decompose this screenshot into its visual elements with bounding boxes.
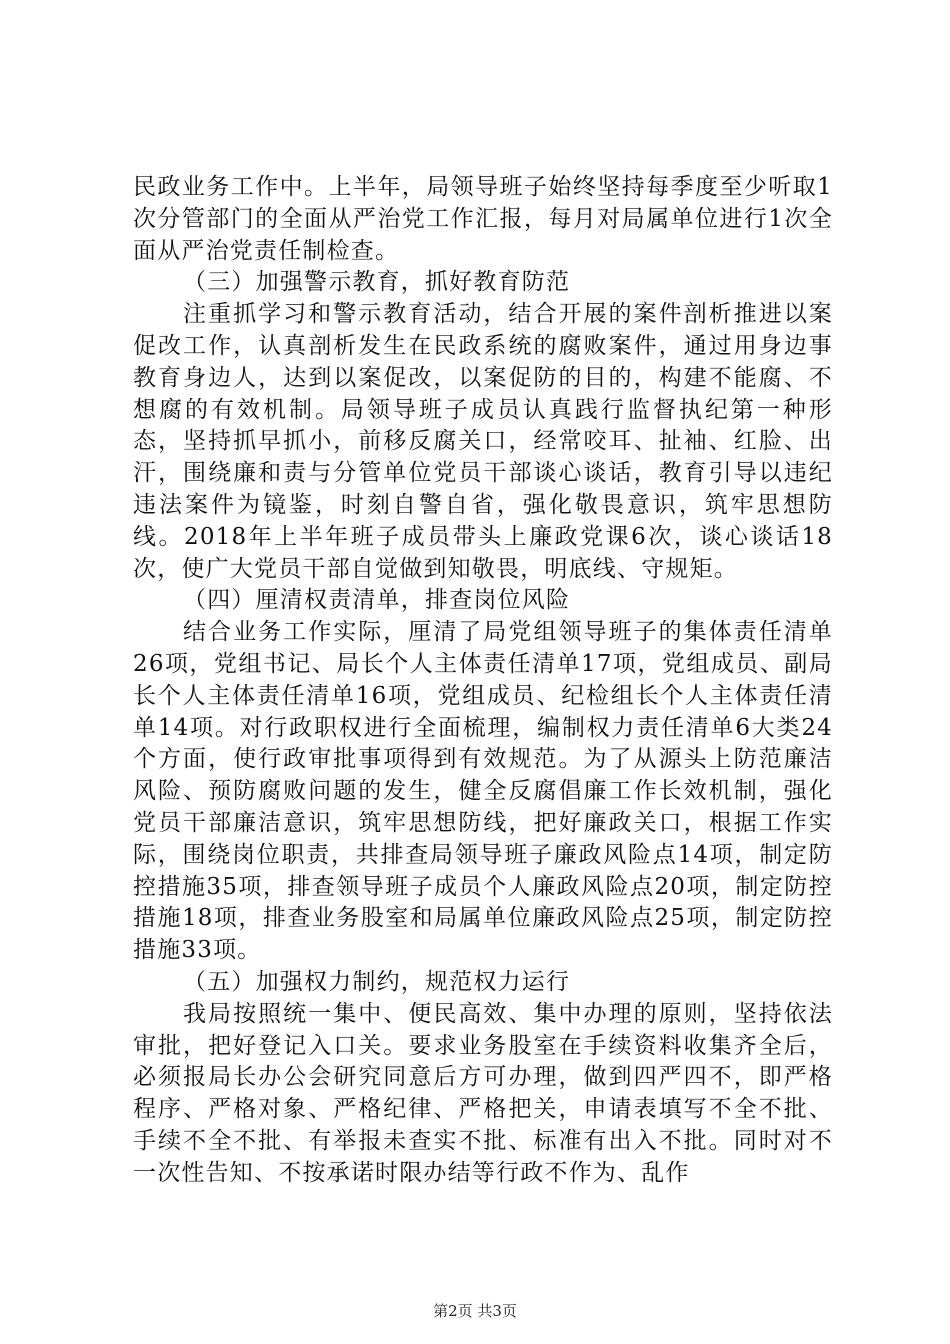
paragraph-responsibility-list: 结合业务工作实际，厘清了局党组领导班子的集体责任清单26项，党组书记、局长个人主体责任清单17项，党组成员、副局长个人主体责任清单16项，党组成员、纪检组长个人主体责任清单14项。对行政职权进行全面梳理，编制权力责任清单6大类24个方面，使行政审批事项得到有效规范。为了从源头上防范廉洁风险、预防腐败问题的发生，健全反腐倡廉工作长效机制，强化党员干部廉洁意识，筑牢思想防线，把好廉政关口，根据工作实际，围绕岗位职责，共排查局领导班子廉政风险点14项，制定防控措施35项，排查领导班子成员个人廉政风险点20项，制定防控措施18项，排查业务股室和局属单位廉政风险点25项，制定防控措施33项。 (133, 619, 833, 964)
paragraph-power-restriction: 我局按照统一集中、便民高效、集中办理的原则，坚持依法审批，把好登记入口关。要求业务股室在手续资料收集齐全后，必须报局长办公会研究同意后方可办理，做到四严四不，即严格程序、严格对象、严格纪律、严格把关，申请表填写不全不批、手续不全不批、有举报未查实不批、标准有出入不批。同时对不一次性告知、不按承诺时限办结等行政不作为、乱作 (133, 1000, 833, 1186)
section-heading-5: （五）加强权力制约，规范权力运行 (183, 968, 571, 995)
paragraph-warning-education: 注重抓学习和警示教育活动，结合开展的案件剖析推进以案促改工作，认真剖析发生在民政系统的腐败案件，通过用身边事教育身边人，达到以案促改，以案促防的目的，构建不能腐、不想腐的有效机制。局领导班子成员认真践行监督执纪第一种形态，坚持抓早抓小，前移反腐关口，经常咬耳、扯袖、红脸、出汗，围绕廉和责与分管单位党员干部谈心谈话，教育引导以违纪违法案件为镜鉴，时刻自警自省，强化敬畏意识，筑牢思想防线。2018年上半年班子成员带头上廉政党课6次，谈心谈话18次，使广大党员干部自觉做到知敬畏，明底线、守规矩。 (133, 301, 833, 582)
section-heading-4: （四）厘清权责清单，排查岗位风险 (183, 587, 571, 614)
page-footer (0, 1301, 950, 1321)
section-heading-3: （三）加强警示教育，抓好教育防范 (183, 269, 571, 296)
document-body (133, 172, 833, 1190)
paragraph-continuation: 民政业务工作中。上半年，局领导班子始终坚持每季度至少听取1次分管部门的全面从严治党工作汇报，每月对局属单位进行1次全面从严治党责任制检查。 (133, 174, 833, 264)
page-number: 第2页 共3页 (433, 1302, 517, 1320)
